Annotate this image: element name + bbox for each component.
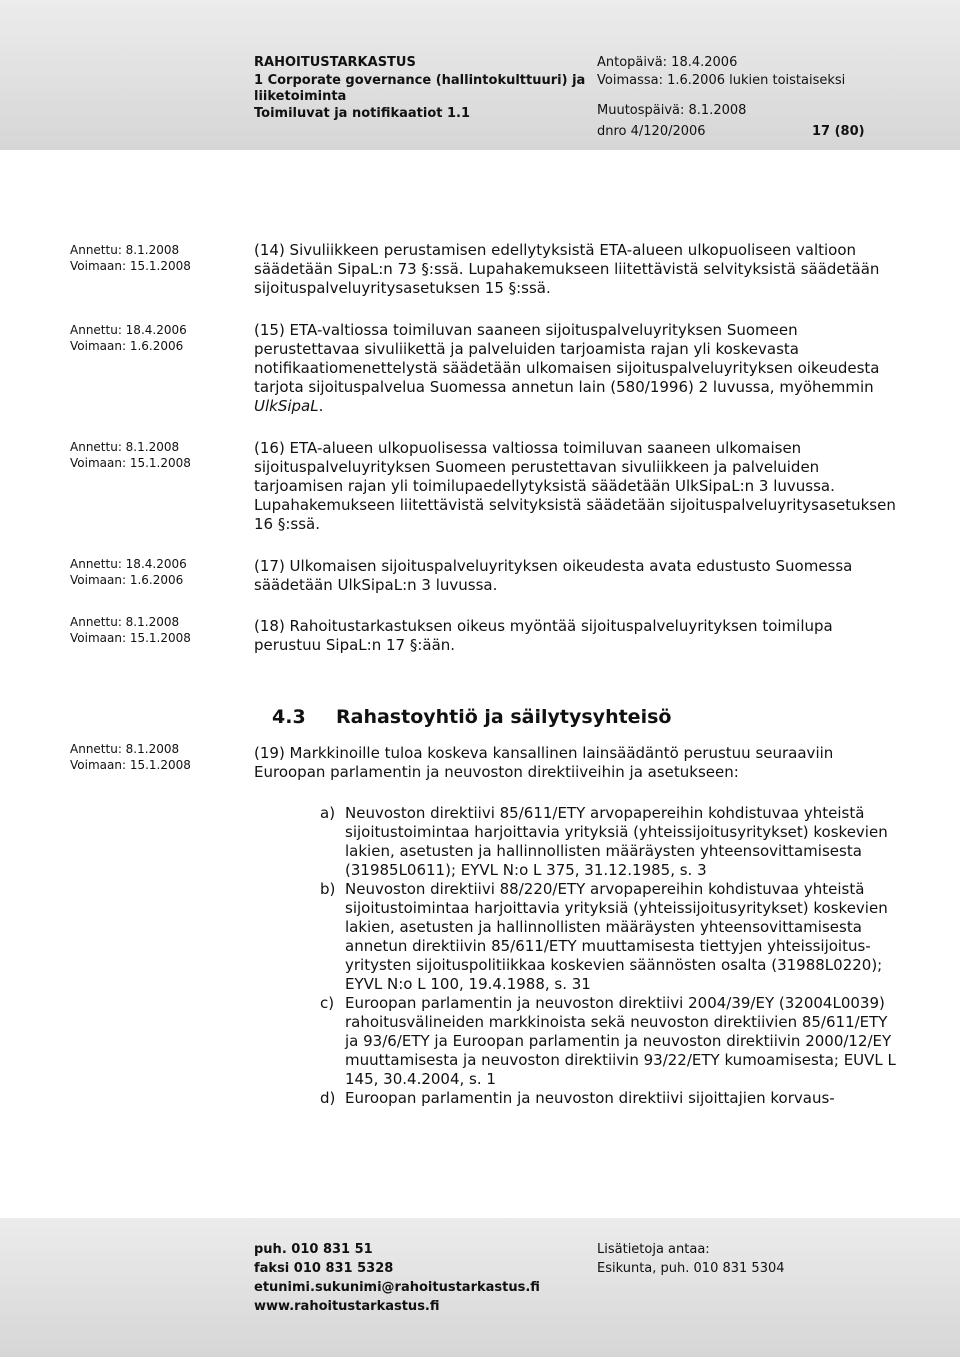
page-footer [0, 1218, 960, 1357]
paragraph-19: (19) Markkinoille tuloa koskeva kansallinen lainsäädäntö perustuu seuraaviin Euroopan parlamentin ja neuvoston direktiiveihin ja asetukseen: [254, 744, 834, 781]
section-line-2: liiketoiminta [254, 89, 347, 104]
list-marker: d) [320, 1089, 336, 1107]
margin-note-effective: Voimaan: 15.1.2008 [70, 259, 191, 273]
footer-info-contact: Esikunta, puh. 010 831 5304 [597, 1261, 785, 1276]
margin-note-given: Annettu: 8.1.2008 [70, 440, 180, 454]
footer-fax: faksi 010 831 5328 [254, 1261, 394, 1276]
section-number: 4.3 [272, 706, 306, 728]
paragraph-15-abbreviation: UlkSipaL [254, 397, 319, 415]
margin-note-given: Annettu: 18.4.2006 [70, 557, 187, 571]
margin-note-effective: Voimaan: 15.1.2008 [70, 456, 191, 470]
issued-date: Antopäivä: 18.4.2006 [597, 55, 738, 70]
section-line-1: 1 Corporate governance (hallintokulttuuri) ja [254, 73, 586, 88]
paragraph-15-end: . [318, 397, 324, 415]
list-marker: c) [320, 994, 335, 1012]
page-number: 17 (80) [812, 124, 865, 139]
margin-note [70, 741, 191, 773]
in-force-date: Voimassa: 1.6.2006 lukien toistaiseksi [597, 73, 846, 88]
subsection-title: Toimiluvat ja notifikaatiot 1.1 [254, 106, 471, 121]
margin-note [70, 242, 191, 274]
footer-website: www.rahoitustarkastus.fi [254, 1299, 440, 1314]
list-item-text: Neuvoston direktiivi 88/220/ETY arvopapereihin kohdistuvaa yhteistä sijoitustoimintaa harjoittavia yrityksiä (yhteissijoitusyritykset) koskevien lakien, asetusten ja hallinnollisten määräysten yhteensovittamisesta annetun direktiivin 85/611/ETY muuttamisesta tiettyjen yhteissijoitus-yritysten sijoituspolitiikkaa koskevien säännösten osalta (31988L0220); EYVL N:o L 100, 19.4.1988, s. 31 [345, 880, 888, 993]
list-item [320, 880, 900, 994]
document-number: dnro 4/120/2006 [597, 124, 706, 139]
margin-note-effective: Voimaan: 1.6.2006 [70, 573, 184, 587]
directive-list [320, 804, 900, 1108]
list-marker: b) [320, 880, 336, 898]
margin-note-effective: Voimaan: 15.1.2008 [70, 631, 191, 645]
paragraph-16: (16) ETA-alueen ulkopuolisessa valtiossa toimiluvan saaneen ulkomaisen sijoituspalveluyrityksen Suomeen perustettavan sivuliikkeen ja palveluiden tarjoamisen rajan yli toimilupaedellytyksistä säädetään UlkSipaL:n 3 luvussa. Lupahakemukseen liitettävistä selvityksistä säädetään sijoituspalveluyritysasetuksen 16 §:ssä. [254, 439, 896, 533]
paragraph-17: (17) Ulkomaisen sijoituspalveluyrityksen oikeudesta avata edustusto Suomessa säädetään UlkSipaL:n 3 luvussa. [254, 557, 853, 594]
paragraph-18: (18) Rahoitustarkastuksen oikeus myöntää sijoituspalveluyrityksen toimilupa perustuu SipaL:n 17 §:ään. [254, 617, 833, 654]
section-title: Rahastoyhtiö ja säilytysyhteisö [336, 706, 672, 728]
modified-date: Muutospäivä: 8.1.2008 [597, 103, 747, 118]
page-header [0, 0, 960, 150]
section-heading [272, 706, 671, 728]
margin-note-effective: Voimaan: 1.6.2006 [70, 339, 184, 353]
footer-info-label: Lisätietoja antaa: [597, 1242, 710, 1257]
list-item [320, 994, 900, 1089]
organization-name: RAHOITUSTARKASTUS [254, 55, 416, 70]
paragraph-15-text: (15) ETA-valtiossa toimiluvan saaneen sijoituspalveluyrityksen Suomeen perustettavaa sivuliikettä ja palveluiden tarjoamista rajan yli koskevasta notifikaatiomenettelystä säädetään ulkomaisen sijoituspalveluyrityksen oikeudesta tarjota sijoituspalvelua Suomessa annetun lain (580/1996) 2 luvussa, myöhemmin [254, 321, 880, 396]
margin-note [70, 556, 187, 588]
list-item [320, 804, 900, 880]
list-item [320, 1089, 900, 1108]
list-marker: a) [320, 804, 336, 822]
margin-note-given: Annettu: 18.4.2006 [70, 323, 187, 337]
margin-note [70, 614, 191, 646]
margin-note-given: Annettu: 8.1.2008 [70, 742, 180, 756]
margin-note-effective: Voimaan: 15.1.2008 [70, 758, 191, 772]
list-item-text: Euroopan parlamentin ja neuvoston direktiivi sijoittajien korvaus- [345, 1089, 835, 1107]
paragraph-15 [254, 321, 902, 416]
margin-note [70, 322, 187, 354]
margin-note-given: Annettu: 8.1.2008 [70, 615, 180, 629]
footer-email: etunimi.sukunimi@rahoitustarkastus.fi [254, 1280, 540, 1295]
list-item-text: Euroopan parlamentin ja neuvoston direktiivi 2004/39/EY (32004L0039) rahoitusvälineiden markkinoista sekä neuvoston direktiivien 85/611/ETY ja 93/6/ETY ja Euroopan parlamentin ja neuvoston direktiivin 2000/12/EY muuttamisesta ja neuvoston direktiivin 93/22/ETY kumoamisesta; EUVL L 145, 30.4.2004, s. 1 [345, 994, 896, 1088]
margin-note [70, 439, 191, 471]
list-item-text: Neuvoston direktiivi 85/611/ETY arvopapereihin kohdistuvaa yhteistä sijoitustoimintaa harjoittavia yrityksiä (yhteissijoitusyritykset) koskevien lakien, asetusten ja hallinnollisten määräysten yhteensovittamisesta (31985L0611); EYVL N:o L 375, 31.12.1985, s. 3 [345, 804, 888, 879]
footer-phone: puh. 010 831 51 [254, 1242, 373, 1257]
paragraph-14: (14) Sivuliikkeen perustamisen edellytyksistä ETA-alueen ulkopuoliseen valtioon säädetään SipaL:n 73 §:ssä. Lupahakemukseen liitettävistä selvityksistä säädetään sijoituspalveluyritysasetuksen 15 §:ssä. [254, 241, 880, 297]
margin-note-given: Annettu: 8.1.2008 [70, 243, 180, 257]
